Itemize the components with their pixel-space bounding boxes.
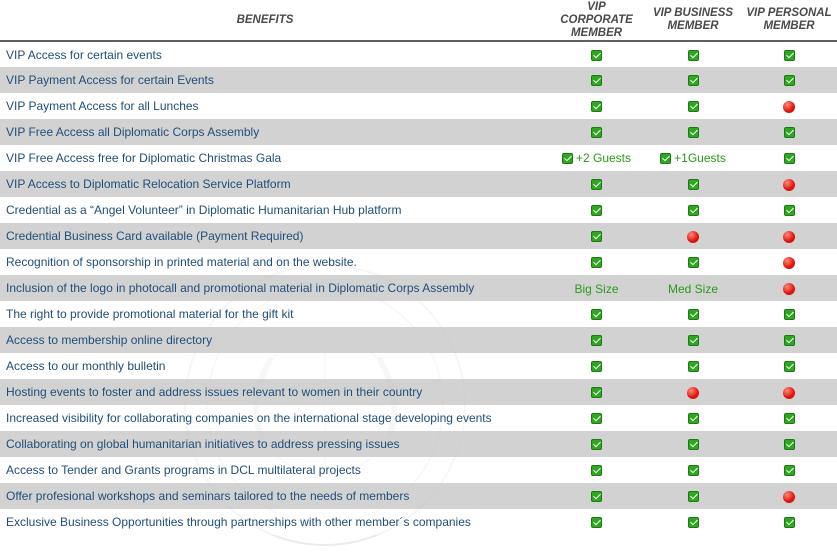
benefit-label: Access to our monthly bulletin [6, 359, 166, 373]
check-icon [784, 335, 795, 346]
table-row [0, 405, 837, 431]
check-icon [591, 179, 602, 190]
corporate-cell [548, 301, 645, 327]
corporate-cell [548, 145, 645, 171]
check-icon [591, 257, 602, 268]
table-row [0, 275, 837, 301]
table-row [0, 41, 837, 67]
corporate-cell [548, 67, 645, 93]
personal-cell [741, 457, 837, 483]
table-row [0, 379, 837, 405]
corporate-value-text: Big Size [574, 281, 619, 296]
check-icon [591, 387, 602, 398]
benefit-label: Credential as a “Angel Volunteer” in Diplomatic Humanitarian Hub platform [6, 203, 402, 217]
header-row [0, 0, 837, 41]
corporate-cell [548, 509, 645, 535]
personal-cell [741, 67, 837, 93]
check-icon [688, 127, 699, 138]
corporate-cell [548, 353, 645, 379]
table-row [0, 197, 837, 223]
personal-cell [741, 301, 837, 327]
personal-cell [741, 197, 837, 223]
benefit-label: Hosting events to foster and address issues relevant to women in their country [6, 385, 423, 399]
benefit-label: Recognition of sponsorship in printed material and on the website. [6, 255, 357, 269]
corporate-cell [548, 93, 645, 119]
personal-cell [741, 379, 837, 405]
benefit-label: VIP Payment Access for all Lunches [6, 99, 199, 113]
cross-icon [783, 387, 795, 399]
table-row [0, 249, 837, 275]
check-icon [591, 517, 602, 528]
corporate-cell [548, 171, 645, 197]
check-icon [688, 257, 699, 268]
personal-header: VIP PERSONAL MEMBER [741, 0, 837, 41]
personal-cell [741, 93, 837, 119]
benefit-label: VIP Access to Diplomatic Relocation Service Platform [6, 177, 291, 191]
check-icon [784, 309, 795, 320]
benefit-label: Exclusive Business Opportunities through partnerships with other member´s companies [6, 515, 471, 529]
personal-cell [741, 223, 837, 249]
benefit-label: The right to provide promotional material for the gift kit [6, 307, 294, 321]
corporate-cell [548, 483, 645, 509]
check-icon [688, 517, 699, 528]
check-icon [591, 205, 602, 216]
business-cell [645, 457, 741, 483]
corporate-cell [548, 119, 645, 145]
business-header: VIP BUSINESS MEMBER [645, 0, 741, 41]
cross-icon [783, 179, 795, 191]
benefit-label: Increased visibility for collaborating companies on the international stage developing events [6, 411, 492, 425]
personal-cell [741, 353, 837, 379]
corporate-cell [548, 405, 645, 431]
check-icon [591, 361, 602, 372]
check-icon [784, 465, 795, 476]
benefit-label: VIP Payment Access for certain Events [6, 73, 214, 87]
personal-cell [741, 405, 837, 431]
check-icon [688, 309, 699, 320]
personal-cell [741, 41, 837, 67]
check-icon [591, 101, 602, 112]
business-cell [645, 483, 741, 509]
business-cell [645, 509, 741, 535]
personal-cell [741, 145, 837, 171]
benefit-label: VIP Access for certain events [6, 47, 162, 62]
table-row [0, 431, 837, 457]
table-row [0, 67, 837, 93]
benefit-label: Credential Business Card available (Payment Required) [6, 229, 304, 243]
personal-cell [741, 275, 837, 301]
corporate-cell [548, 431, 645, 457]
business-cell [645, 379, 741, 405]
business-cell [645, 67, 741, 93]
business-cell [645, 197, 741, 223]
check-icon [784, 50, 795, 61]
corporate-value-text: +2 Guests [575, 151, 632, 166]
corporate-cell [548, 457, 645, 483]
check-icon [591, 465, 602, 476]
corporate-cell [548, 223, 645, 249]
benefit-label: Access to Tender and Grants programs in DCL multilateral projects [6, 463, 361, 477]
benefits-header: BENEFITS [0, 0, 548, 41]
table-row [0, 145, 837, 171]
benefit-label: VIP Free Access all Diplomatic Corps Assembly [6, 125, 260, 139]
business-cell [645, 93, 741, 119]
business-cell [645, 41, 741, 67]
table-row [0, 353, 837, 379]
table-row [0, 457, 837, 483]
corporate-cell [548, 41, 645, 67]
check-icon [688, 75, 699, 86]
corporate-cell [548, 197, 645, 223]
check-icon [688, 361, 699, 372]
check-icon [591, 127, 602, 138]
check-icon [784, 361, 795, 372]
corporate-cell [548, 249, 645, 275]
table-row [0, 223, 837, 249]
personal-cell [741, 119, 837, 145]
check-icon [591, 231, 602, 242]
check-icon [562, 153, 573, 164]
check-icon [660, 153, 671, 164]
check-icon [591, 50, 602, 61]
corporate-cell [548, 275, 645, 301]
check-icon [784, 127, 795, 138]
table-row [0, 171, 837, 197]
personal-cell [741, 483, 837, 509]
business-cell [645, 431, 741, 457]
benefit-label: Collaborating on global humanitarian initiatives to address pressing issues [6, 437, 400, 451]
benefit-label: VIP Free Access free for Diplomatic Christmas Gala [6, 151, 282, 165]
business-cell [645, 249, 741, 275]
check-icon [591, 309, 602, 320]
check-icon [591, 413, 602, 424]
table-row [0, 301, 837, 327]
check-icon [591, 75, 602, 86]
personal-cell [741, 171, 837, 197]
check-icon [688, 413, 699, 424]
check-icon [688, 179, 699, 190]
business-cell [645, 353, 741, 379]
benefit-label: Access to membership online directory [6, 333, 213, 347]
check-icon [591, 491, 602, 502]
cross-icon [783, 491, 795, 503]
cross-icon [687, 231, 699, 243]
check-icon [688, 439, 699, 450]
personal-cell [741, 327, 837, 353]
business-cell [645, 171, 741, 197]
business-cell [645, 223, 741, 249]
business-value-text: +1Guests [674, 151, 726, 166]
business-cell [645, 327, 741, 353]
business-cell [645, 301, 741, 327]
check-icon [688, 335, 699, 346]
check-icon [784, 205, 795, 216]
table-row [0, 119, 837, 145]
cross-icon [687, 387, 699, 399]
personal-cell [741, 509, 837, 535]
check-icon [688, 101, 699, 112]
check-icon [784, 153, 795, 164]
check-icon [688, 465, 699, 476]
benefit-label: Inclusion of the logo in photocall and promotional material in Diplomatic Corps Assembly [6, 281, 475, 295]
business-cell [645, 145, 741, 171]
cross-icon [783, 101, 795, 113]
check-icon [784, 75, 795, 86]
table-row [0, 509, 837, 535]
business-cell [645, 119, 741, 145]
cross-icon [783, 231, 795, 243]
table-row [0, 483, 837, 509]
corporate-cell [548, 379, 645, 405]
check-icon [591, 439, 602, 450]
check-icon [784, 517, 795, 528]
table-row [0, 327, 837, 353]
check-icon [784, 413, 795, 424]
business-cell [645, 405, 741, 431]
business-cell [645, 275, 741, 301]
check-icon [688, 50, 699, 61]
check-icon [784, 439, 795, 450]
personal-cell [741, 249, 837, 275]
check-icon [688, 491, 699, 502]
business-value-text: Med Size [667, 281, 719, 296]
cross-icon [783, 283, 795, 295]
check-icon [591, 335, 602, 346]
corporate-header: VIP CORPORATE MEMBER [548, 0, 645, 41]
personal-cell [741, 431, 837, 457]
corporate-cell [548, 327, 645, 353]
check-icon [688, 205, 699, 216]
table-row [0, 93, 837, 119]
cross-icon [783, 257, 795, 269]
benefit-label: Offer profesional workshops and seminars tailored to the needs of members [6, 489, 410, 503]
